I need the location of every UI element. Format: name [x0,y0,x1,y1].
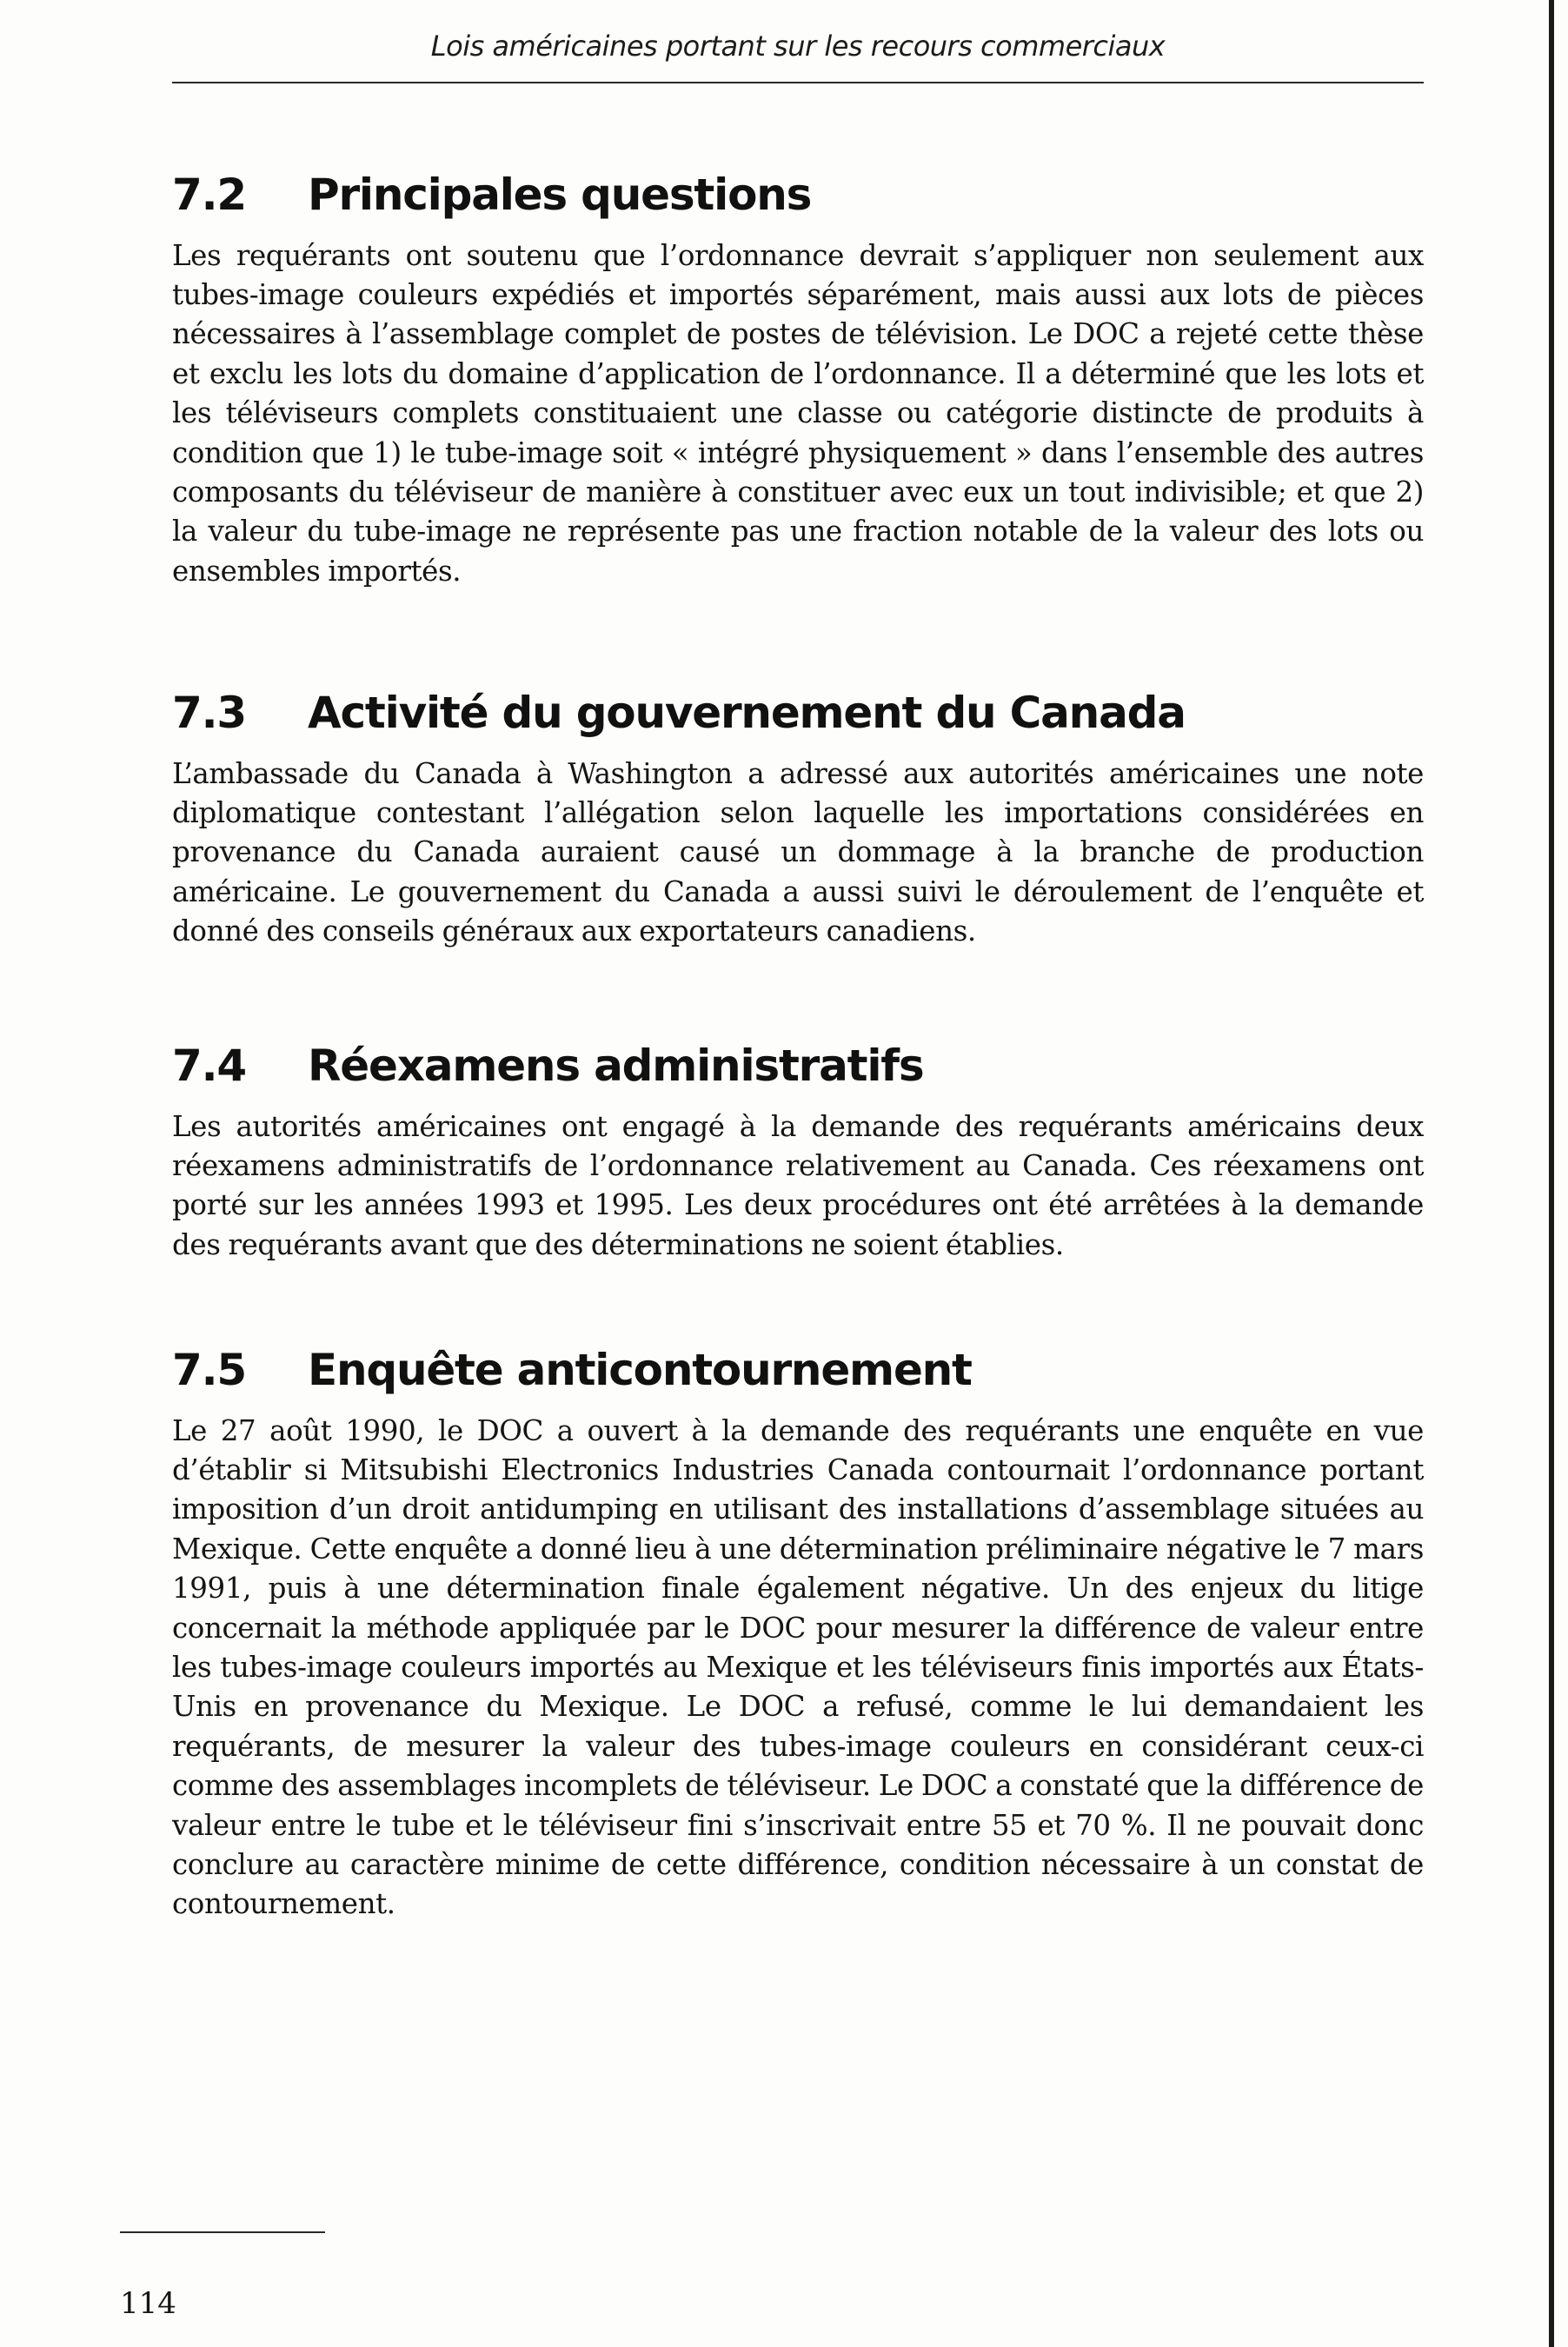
section-heading [172,1346,1424,1396]
section-heading [172,1041,1424,1092]
section-number: 7.2 [172,170,246,220]
section-paragraph: L’ambassade du Canada à Washington a adressé aux autorités américaines une note diplomatique contestant l’allégation selon laquelle les importations considérées en provenance du Canada auraient causé un dommage à la branche de production américaine. Le gouvernement du Canada a aussi suivi le déroulement de l’enquête et donné des conseils généraux aux exportateurs canadiens. [172,756,1424,948]
section-title: Réexamens administratifs [308,1041,924,1091]
section-title: Principales questions [308,170,812,220]
page-edge-border [1549,0,1554,2347]
section-number: 7.3 [172,688,246,738]
section-title: Activité du gouvernement du Canada [308,688,1186,738]
section-paragraph: Le 27 août 1990, le DOC a ouvert à la demande des requérants une enquête en vue d’établir si Mitsubishi Electronics Industries Canada contournait l’ordonnance portant imposition d’un droit antidumping en utilisant des installations d’assemblage situées au Mexique. Cette enquête a donné lieu à une détermination préliminaire négative le 7 mars 1991, puis à une détermination finale également négative. Un des enjeux du litige concernait la méthode appliquée par le DOC pour mesurer la différence de valeur entre les tubes-image couleurs importés au Mexique et les téléviseurs finis importés aux États-Unis en provenance du Mexique. Le DOC a refusé, comme le lui demandaient les requérants, de mesurer la valeur des tubes-image couleurs en considérant ceux-ci comme des assemblages incomplets de téléviseur. Le DOC a constaté que la différence de valeur entre le tube et le téléviseur fini s’inscrivait entre 55 et 70 %. Il ne pouvait donc conclure au caractère minime de cette différence, condition nécessaire à un constat de contournement. [172,1413,1424,1921]
page-number: 114 [120,2286,176,2321]
section-number: 7.4 [172,1041,246,1091]
section-number: 7.5 [172,1345,246,1395]
section-7-4 [172,1041,1424,1265]
footer-rule [120,2231,325,2233]
section-7-3 [172,688,1424,952]
section-paragraph: Les autorités américaines ont engagé à la demande des requérants américains deux réexamens administratifs de l’ordonnance relativement au Canada. Ces réexamens ont porté sur les années 1993 et 1995. Les deux procédures ont été arrêtées à la demande des requérants avant que des déterminations ne soient établies. [172,1109,1424,1261]
section-7-5 [172,1346,1424,1925]
section-paragraph: Les requérants ont soutenu que l’ordonnance devrait s’appliquer non seulement aux tubes-image couleurs expédiés et importés séparément, mais aussi aux lots de pièces nécessaires à l’assemblage complet de postes de télévision. Le DOC a rejeté cette thèse et exclu les lots du domaine d’application de l’ordonnance. Il a déterminé que les lots et les téléviseurs complets constituaient une classe ou catégorie distincte de produits à condition que 1) le tube-image soit « intégré physiquement » dans l’ensemble des autres composants du téléviseur de manière à constituer avec eux un tout indivisible; et que 2) la valeur du tube-image ne représente pas une fraction notable de la valeur des lots ou ensembles importés. [172,238,1424,588]
running-head: Lois américaines portant sur les recours commerciaux [430,30,1166,63]
header-rule [172,82,1424,83]
section-7-2 [172,170,1424,591]
section-heading [172,170,1424,221]
section-heading [172,688,1424,739]
section-title: Enquête anticontournement [308,1345,972,1395]
